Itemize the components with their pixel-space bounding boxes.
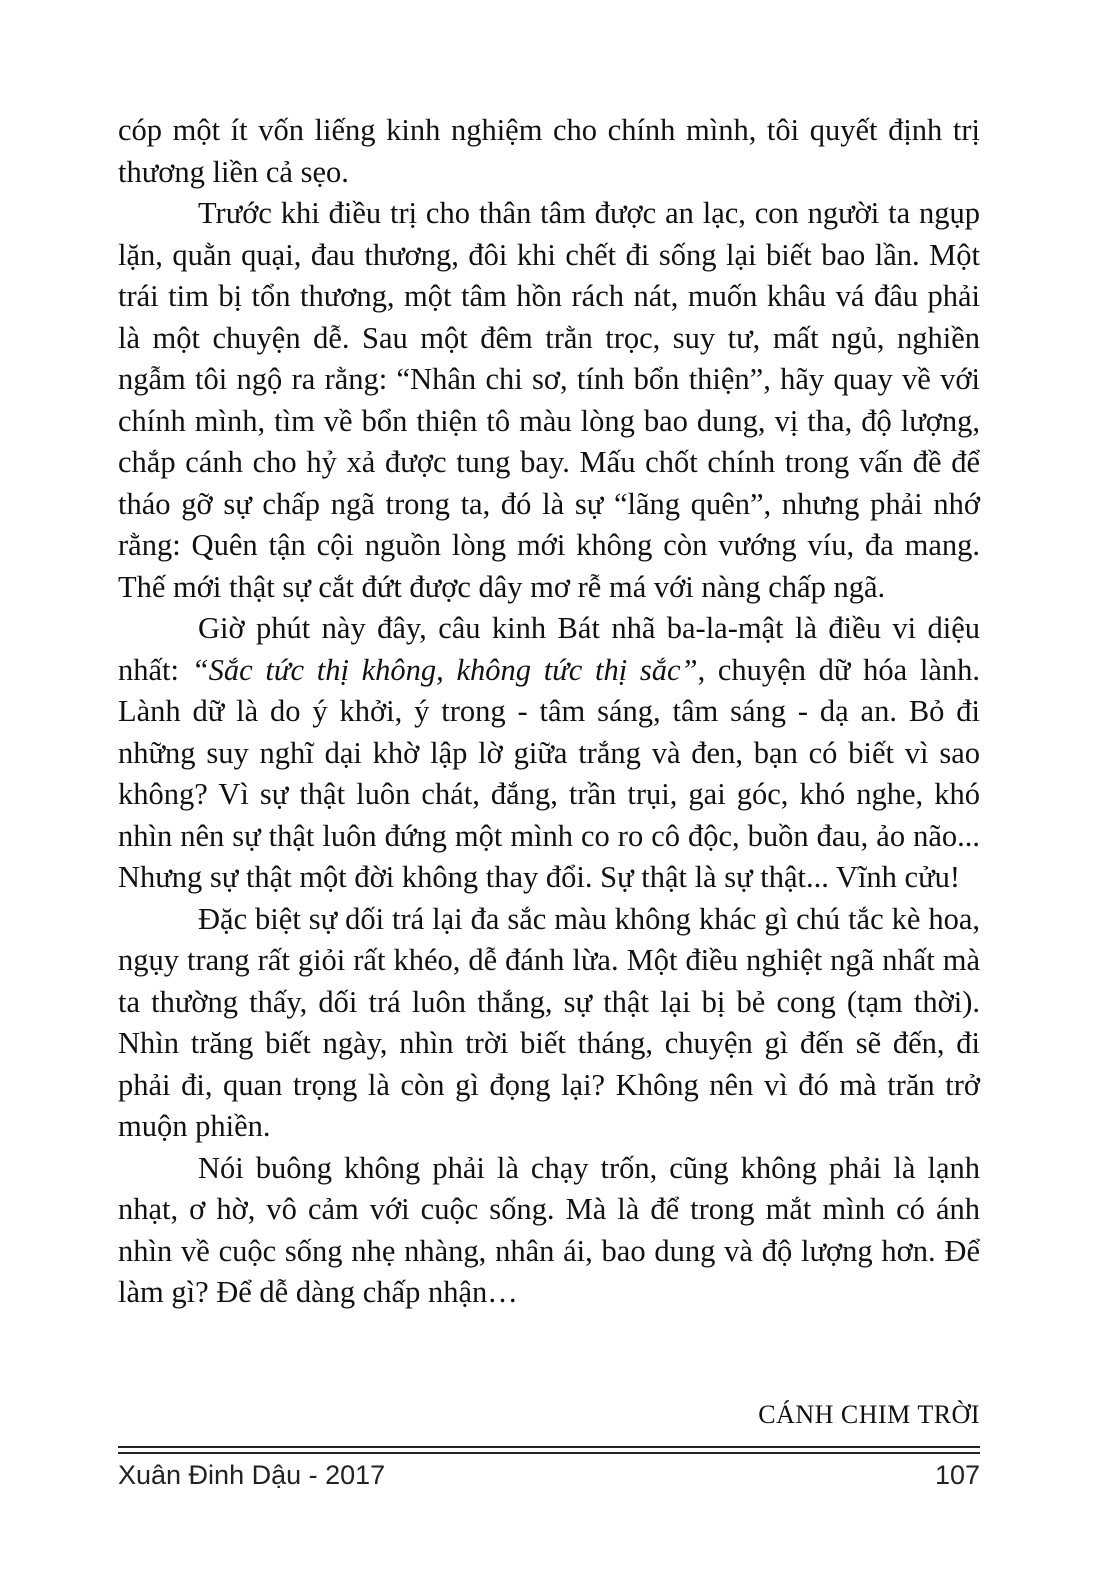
sutra-quote: “Sắc tức thị không, không tức thị sắc”: [191, 652, 698, 687]
footer-divider-bottom: [118, 1452, 980, 1454]
paragraph-5: Nói buông không phải là chạy trốn, cũng không phải là lạnh nhạt, ơ hờ, vô cảm với cuộc sống. Mà là để trong mắt mình có ánh nhìn về cuộc sống nhẹ nhàng, nhân ái, bao dung và độ lượng hơn. Để làm gì? Để dễ dàng chấp nhận…: [118, 1150, 980, 1309]
paragraph-4: Đặc biệt sự dối trá lại đa sắc màu không khác gì chú tắc kè hoa, ngụy trang rất giỏi rất khéo, dễ đánh lừa. Một điều nghiệt ngã nhất mà ta thường thấy, dối trá luôn thắng, sự thật lại bị bẻ cong (tạm thời). Nhìn trăng biết ngày, nhìn trời biết tháng, chuyện gì đến sẽ đến, đi phải đi, quan trọng là còn gì đọng lại? Không nên vì đó mà trăn trở muộn phiền.: [118, 901, 980, 1143]
footer-page-number: 107: [934, 1460, 980, 1490]
paragraph-1: cóp một ít vốn liếng kinh nghiệm cho chính mình, tôi quyết định trị thương liền cả sẹo.: [118, 113, 980, 189]
article-body: [118, 110, 980, 1314]
footer-publication: Xuân Đinh Dậu - 2017: [118, 1460, 386, 1490]
paragraph-2: Trước khi điều trị cho thân tâm được an lạc, con người ta ngụp lặn, quằn quại, đau thương, đôi khi chết đi sống lại biết bao lần. Một trái tim bị tổn thương, một tâm hồn rách nát, muốn khâu vá đâu phải là một chuyện dễ. Sau một đêm trằn trọc, suy tư, mất ngủ, nghiền ngẫm tôi ngộ ra rằng: “Nhân chi sơ, tính bổn thiện”, hãy quay về với chính mình, tìm về bổn thiện tô màu lòng bao dung, vị tha, độ lượng, chắp cánh cho hỷ xả được tung bay. Mấu chốt chính trong vấn đề để tháo gỡ sự chấp ngã trong ta, đó là sự “lãng quên”, nhưng phải nhớ rằng: Quên tận cội nguồn lòng mới không còn vướng víu, đa mang. Thế mới thật sự cắt đứt được dây mơ rễ má với nàng chấp ngã.: [118, 196, 980, 604]
author-signature: CÁNH CHIM TRỜI: [758, 1400, 980, 1429]
footer-divider-top: [118, 1446, 980, 1448]
paragraph-3-text-before: Giờ phút này đây, câu kinh Bát nhã ba-la-mật là điều vi diệu nhất:: [118, 611, 980, 687]
paragraph-3: [118, 608, 980, 899]
paragraph-3-text-after: , chuyện dữ hóa lành. Lành dữ là do ý khởi, ý trong - tâm sáng, tâm sáng - dạ an. Bỏ đi những suy nghĩ dại khờ lập lờ giữa trắng và đen, bạn có biết vì sao không? Vì sự thật luôn chát, đắng, trần trụi, gai góc, khó nghe, khó nhìn nên sự thật luôn đứng một mình co ro cô độc, buồn đau, ảo não... Nhưng sự thật một đời không thay đổi. Sự thật là sự thật... Vĩnh cửu!: [118, 652, 980, 894]
